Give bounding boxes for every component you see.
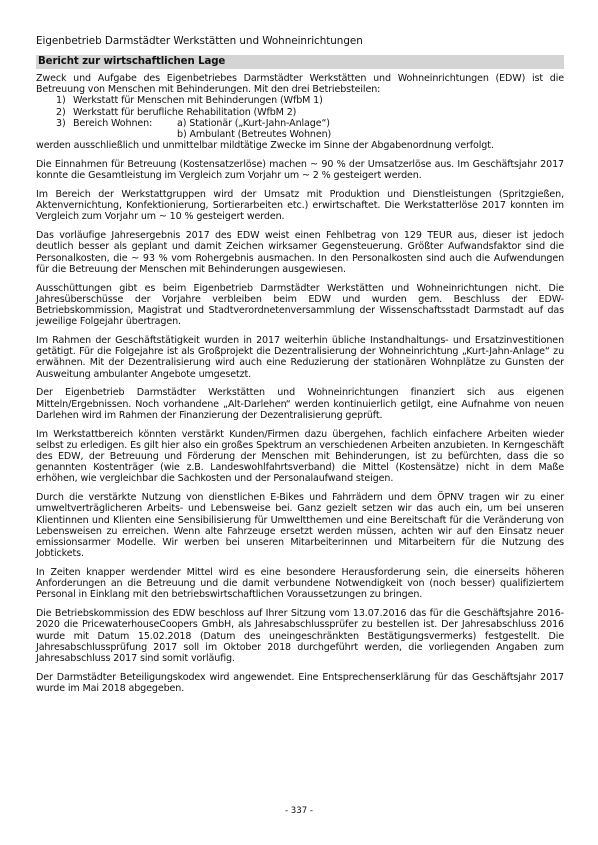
- list-number: 2): [56, 106, 66, 118]
- paragraph: Der Darmstädter Beteiligungskodex wird angewendet. Eine Entsprechenserklärung für das Geschäftsjahr 2017 wurde im Mai 2018 abgegeben.: [36, 671, 564, 695]
- paragraph: Durch die verstärkte Nutzung von dienstlichen E-Bikes und Fahrrädern und dem ÖPNV tragen wir zu einer umweltverträglicheren Arbeits- und Lebensweise bei. Ganz gezielt setzen wir das auch ein, um bei unseren Klientinnen und Klienten eine Sensibilisierung für Umweltthemen und eine Bereitschaft für die Veränderung von Lebensweisen zu erreichen. Wenn alte Fahrzeuge ersetzt werden müssen, achten wir auf den Einsatz neuer emissionsarmer Modelle. Wir werben bei unseren Mitarbeiterinnen und Mitarbeitern für die Nutzung des Jobtickets.: [36, 492, 564, 560]
- report-body: [36, 73, 564, 702]
- list-number: 3): [56, 117, 66, 129]
- list-number: 1): [56, 95, 66, 107]
- paragraph: Im Bereich der Werkstattgruppen wird der Umsatz mit Produktion und Dienstleistungen (Spritzgießen, Aktenvernichtung, Konfektionierung, Sortierarbeiten etc.) erwirtschaftet. Die Werkstatterlöse 2017 konnten im Vergleich zum Vorjahr um ~ 10 % gesteigert werden.: [36, 188, 564, 223]
- list-text: Werkstatt für Menschen mit Behinderungen (WfbM 1): [73, 95, 323, 107]
- list-item: [36, 129, 564, 140]
- paragraph: Ausschüttungen gibt es beim Eigenbetrieb Darmstädter Werkstätten und Wohneinrichtungen nicht. Die Jahresüberschüsse der Vorjahre verbleiben beim EDW und wurden gem. Beschluss der EDW-Betriebskommission, Magistrat und Stadtverordnetenversammlung der Wissenschaftsstadt Darmstadt auf das jeweilige Folgejahr übertragen.: [36, 282, 564, 328]
- list-item: [36, 118, 564, 129]
- section-heading-bar: [36, 55, 564, 69]
- list-subitem: b) Ambulant (Betreutes Wohnen): [177, 128, 332, 140]
- page-number: - 337 -: [284, 806, 314, 816]
- intro-paragraph: Zweck und Aufgabe des Eigenbetriebes Darmstädter Werkstätten und Wohneinrichtungen (EDW) ist die Betreuung von Menschen mit Behinderungen. Mit den drei Betriebsteilen:: [36, 73, 564, 96]
- paragraph: Die Einnahmen für Betreuung (Kostensatzerlöse) machen ~ 90 % der Umsatzerlöse aus. Im Geschäftsjahr 2017 konnte die Gesamtleistung im Vergleich zum Vorjahr um ~ 2 % gesteigert werden.: [36, 158, 564, 182]
- section-title: Bericht zur wirtschaftlichen Lage: [38, 56, 226, 67]
- paragraph: Das vorläufige Jahresergebnis 2017 des EDW weist einen Fehlbetrag von 129 TEUR aus, dieser ist jedoch deutlich besser als geplant und damit Zeichen wirksamer Gegensteuerung. Größter Aufwandsfaktor sind die Personalkosten, die ~ 93 % vom Rohergebnis ausmachen. In den Personalkosten sind auch die Aufwendungen für die Betreuung der Menschen mit Behinderungen ausgewiesen.: [36, 230, 564, 275]
- paragraph: Die Betriebskommission des EDW beschloss auf Ihrer Sitzung vom 13.07.2016 das für die Geschäftsjahre 2016-2020 die PricewaterhouseCoopers GmbH, als Jahresabschlussprüfer zu bestellen ist. Der Jahresabschluss 2016 wurde mit Datum 15.02.2018 (Datum des uneingeschränkten Bestätigungsvermerks) festgestellt. Die Jahresabschlussprüfung 2017 soll im Oktober 2018 durchgeführt werden, die vorliegenden Angaben zum Jahresabschluss 2017 sind somit vorläufig.: [36, 608, 564, 665]
- paragraph: Im Werkstattbereich könnten verstärkt Kunden/Firmen dazu übergehen, fachlich einfachere Arbeiten wieder selbst zu erledigen. Es gilt hier also ein großes Spektrum an verschiedenen Arbeiten anzubieten. In Kerngeschäft des EDW, der Betreuung und Förderung der Menschen mit Behinderungen, ist zu befürchten, dass die so genannten Kostenträger (wie z.B. Landeswohlfahrtsverband) die Mittel (Kostensätze) nicht in dem Maße erhöhen, wie vergleichbar die Sachkosten und der Personalaufwand steigen.: [36, 428, 564, 485]
- list-text: Bereich Wohnen:: [73, 117, 153, 129]
- paragraph: Der Eigenbetrieb Darmstädter Werkstätten und Wohneinrichtungen finanziert sich aus eigenen Mitteln/Ergebnissen. Noch vorhandene „Alt-Darlehen“ werden kontinuierlich getilgt, eine Aufnahme von neuen Darlehen wird im Rahmen der Finanzierung der Dezentralisierung geprüft.: [36, 387, 564, 421]
- business-units-list: [36, 95, 564, 140]
- list-subitem: a) Stationär („Kurt-Jahn-Anlage“): [177, 117, 330, 129]
- paragraph: In Zeiten knapper werdender Mittel wird es eine besondere Herausforderung sein, die einerseits höheren Anforderungen an die Betreuung und die damit verbundene Notwendigkeit von (noch besser) qualifiziertem Personal in Einklang mit den betriebswirtschaftlichen Voraussetzungen zu bringen.: [36, 567, 564, 601]
- paragraph: Im Rahmen der Geschäftstätigkeit wurden in 2017 weiterhin übliche Instandhaltungs- und Ersatzinvestitionen getätigt. Für die Folgejahre ist als Großprojekt die Dezentralisierung der Wohneinrichtung „Kurt-Jahn-Anlage“ zu erwähnen. Mit der Dezentralisierung wird auch eine Reduzierung der stationären Wohnplätze zu Gunsten der Ausweitung ambulanter Angebote umgesetzt.: [36, 334, 564, 380]
- paragraph: werden ausschließlich und unmittelbar mildtätige Zwecke im Sinne der Abgabenordnung verfolgt.: [36, 140, 494, 152]
- list-item: [36, 95, 564, 106]
- page-header: Eigenbetrieb Darmstädter Werkstätten und Wohneinrichtungen: [36, 35, 363, 47]
- list-text: Werkstatt für berufliche Rehabilitation (WfbM 2): [73, 106, 297, 118]
- list-item: [36, 107, 564, 118]
